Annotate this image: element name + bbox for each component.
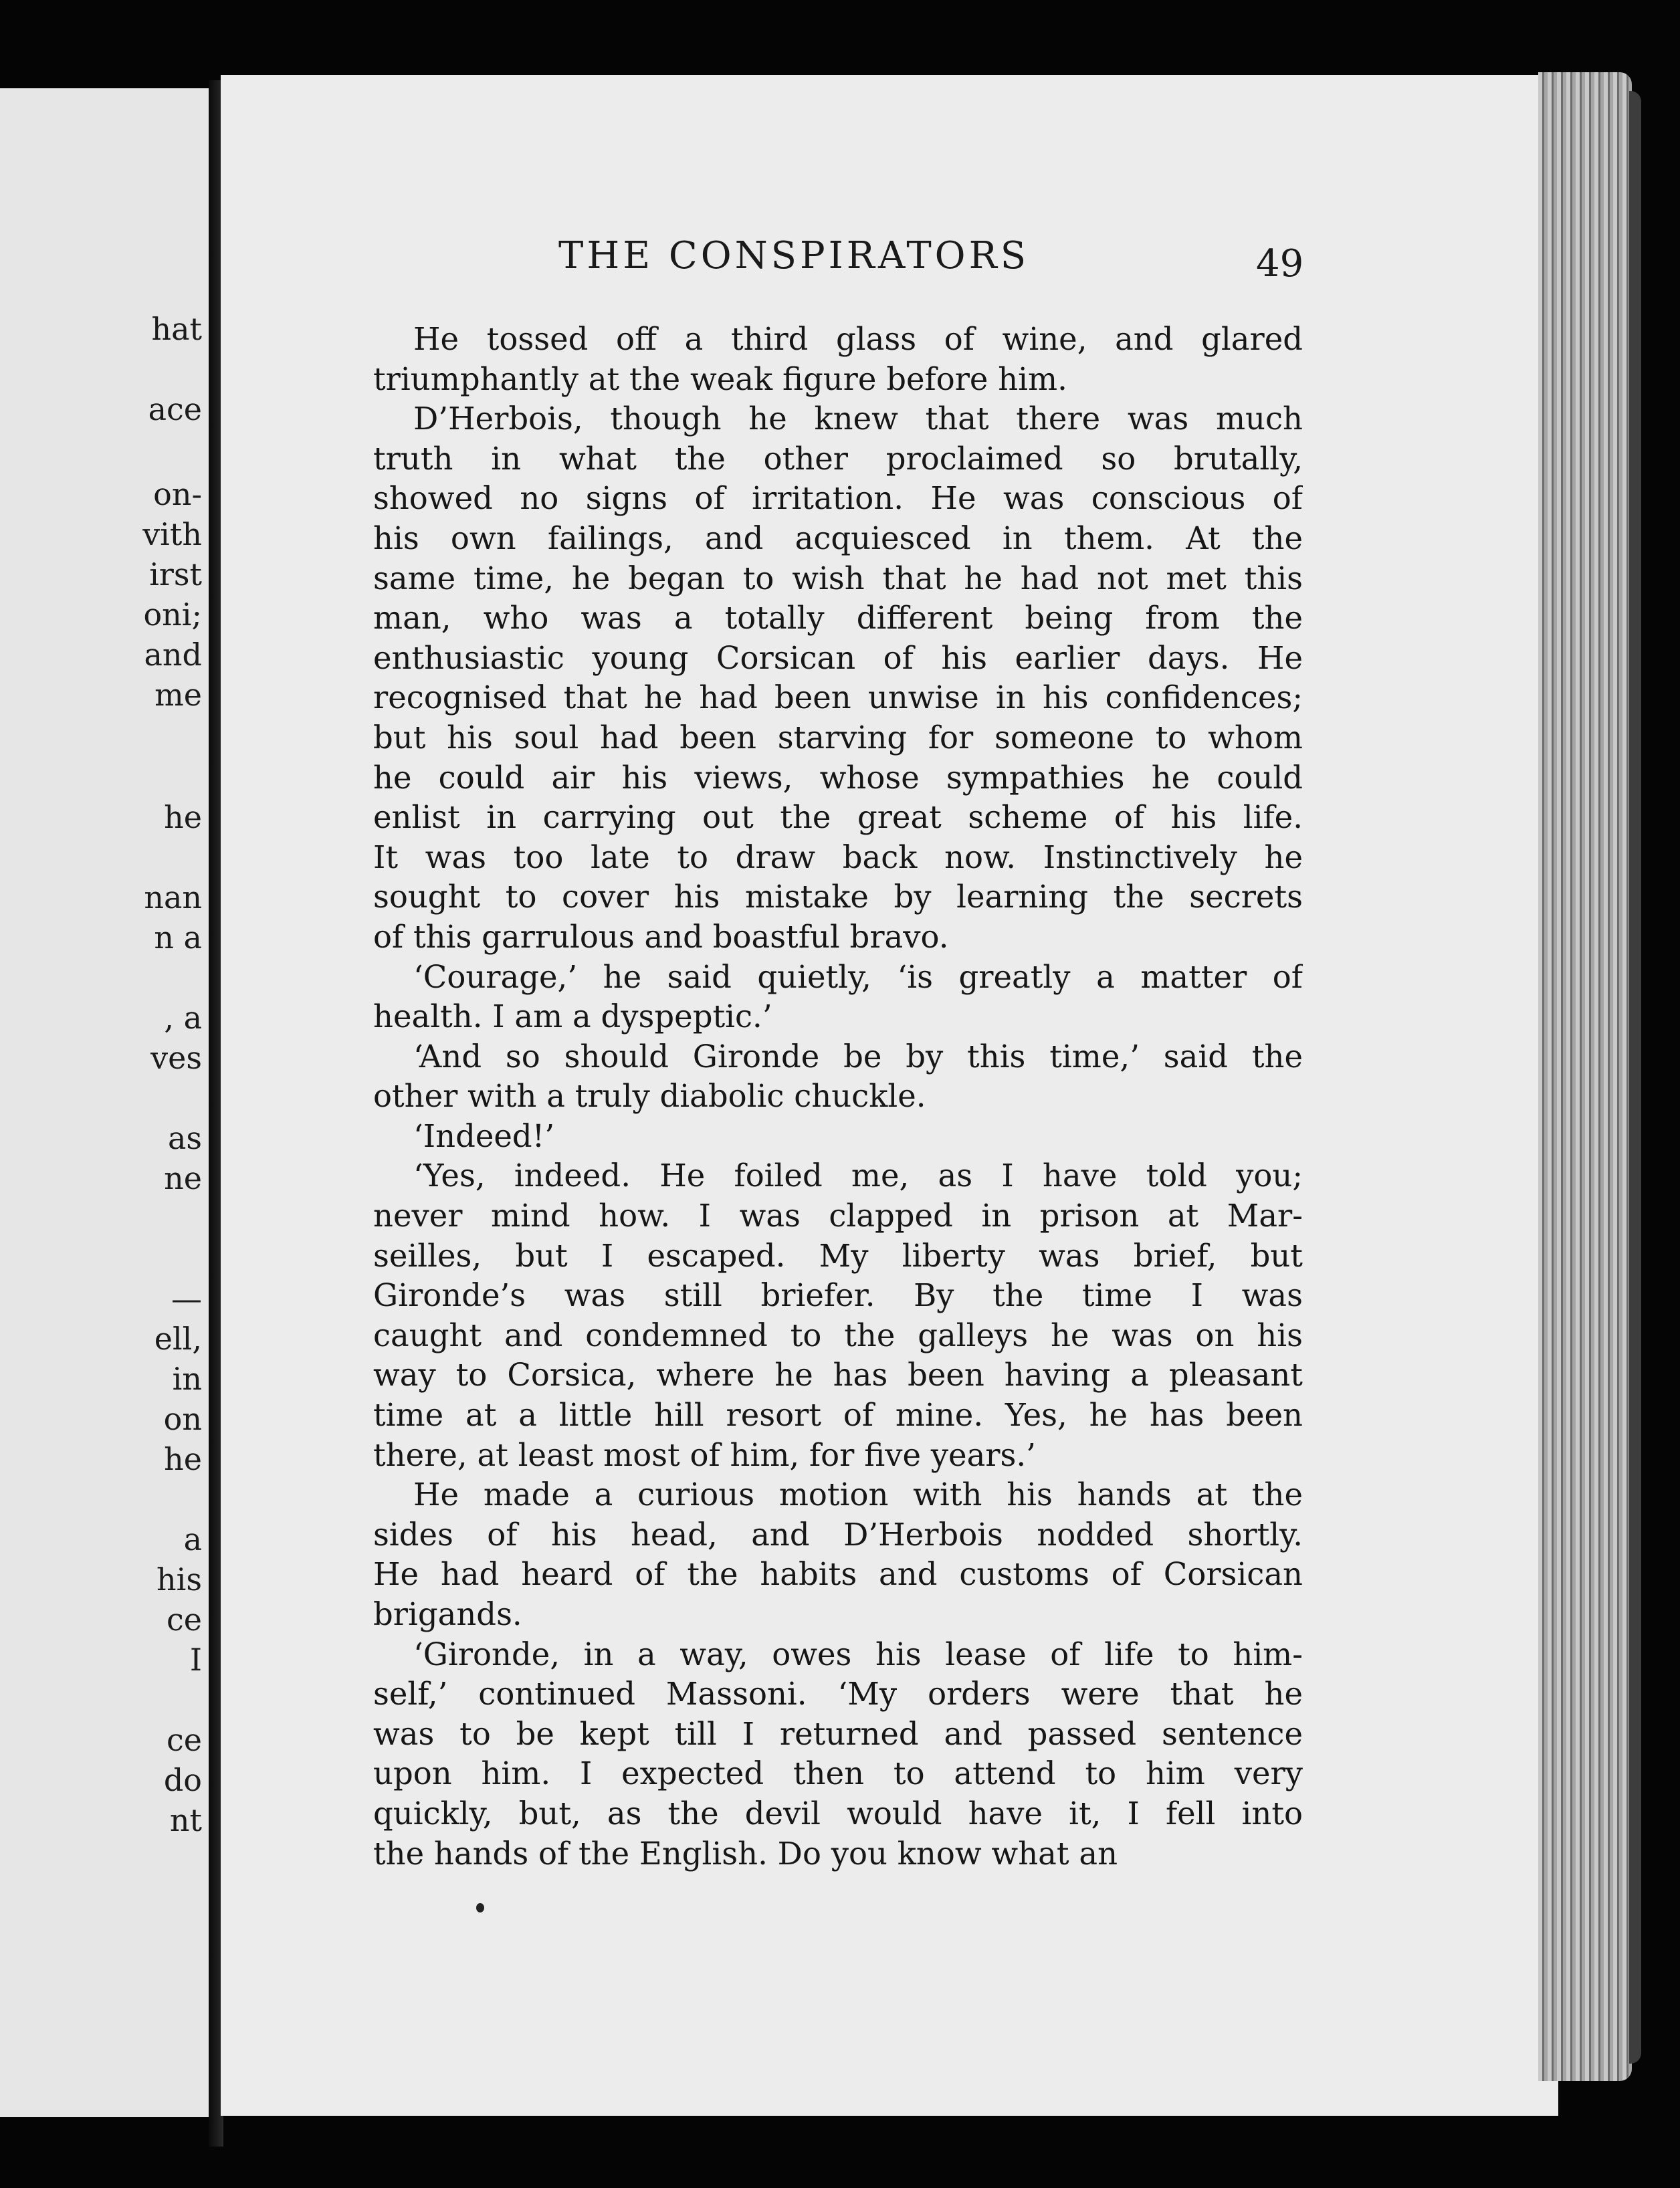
left-page-fragment: he: [164, 799, 202, 835]
text-line: was to be kept till I returned and passed sentence: [373, 1715, 1303, 1752]
text-line: ‘Gironde, in a way, owes his lease of life to him-: [413, 1636, 1303, 1672]
left-page-fragment: , a: [164, 1000, 202, 1036]
text-line: showed no signs of irritation. He was conscious of: [373, 480, 1303, 517]
text-line: enlist in carrying out the great scheme of his life.: [373, 799, 1303, 836]
ink-speck: [476, 1903, 484, 1912]
left-page-fragment: nt: [169, 1802, 202, 1838]
text-line: quickly, but, as the devil would have it, I fell into: [373, 1795, 1303, 1832]
left-page-fragment: in: [172, 1361, 202, 1397]
left-page-fragment: me: [154, 677, 202, 713]
text-line: It was too late to draw back now. Instinctively he: [373, 839, 1303, 875]
text-line: ‘Indeed!’: [413, 1117, 555, 1154]
text-line: never mind how. I was clapped in prison at Mar-: [373, 1198, 1303, 1234]
left-page-fragment: vith: [142, 516, 202, 552]
text-line: there, at least most of him, for five years.’: [373, 1436, 1036, 1473]
body-text: [373, 320, 1303, 1874]
text-line: recognised that he had been unwise in his confidences;: [373, 679, 1303, 716]
page-edges: [1538, 72, 1632, 2081]
left-page-fragment: ce: [167, 1722, 202, 1758]
left-page-fragment: a: [183, 1521, 202, 1557]
text-line: Gironde’s was still briefer. By the time I was: [373, 1277, 1303, 1314]
text-line: ‘Yes, indeed. He foiled me, as I have told you;: [413, 1158, 1303, 1194]
left-page-fragment: n a: [154, 919, 202, 956]
text-line: same time, he began to wish that he had not met this: [373, 560, 1303, 596]
text-line: of this garrulous and boastful bravo.: [373, 918, 949, 955]
text-line: seilles, but I escaped. My liberty was brief, but: [373, 1237, 1303, 1274]
left-page-fragment: on: [163, 1401, 202, 1437]
left-page-fragment: I: [189, 1642, 202, 1678]
text-line: he could air his views, whose sympathies he could: [373, 759, 1303, 796]
left-page-fragment: on-: [153, 476, 202, 512]
text-line: triumphantly at the weak figure before him.: [373, 360, 1067, 397]
left-page-fragment: ves: [150, 1040, 202, 1076]
text-line: upon him. I expected then to attend to him very: [373, 1755, 1303, 1792]
left-page-fragment: he: [164, 1441, 202, 1477]
text-line: health. I am a dyspeptic.’: [373, 998, 772, 1035]
left-page-fragment: do: [163, 1762, 202, 1798]
text-line: sides of his head, and D’Herbois nodded shortly.: [373, 1516, 1303, 1553]
text-line: caught and condemned to the galleys he was on his: [373, 1317, 1303, 1353]
running-head: THE CONSPIRATORS: [558, 234, 1030, 278]
text-line: He made a curious motion with his hands at the: [413, 1476, 1303, 1513]
text-line: He tossed off a third glass of wine, and glared: [413, 321, 1303, 357]
text-line: sought to cover his mistake by learning the secrets: [373, 879, 1303, 915]
left-page-fragment: and: [144, 637, 202, 673]
text-line: way to Corsica, where he has been having a pleasant: [373, 1357, 1303, 1394]
left-page-fragment: —: [171, 1281, 202, 1317]
text-line: brigands.: [373, 1596, 522, 1632]
text-line: D’Herbois, though he knew that there was much: [413, 401, 1303, 437]
left-page-fragment: hat: [151, 311, 202, 347]
page-number: 49: [1256, 242, 1304, 286]
text-line: other with a truly diabolic chuckle.: [373, 1078, 926, 1115]
left-facing-page: [0, 88, 209, 2117]
left-page-fragment: ce: [167, 1602, 202, 1638]
left-page-fragment: oni;: [143, 596, 202, 633]
text-line: but his soul had been starving for someone to whom: [373, 719, 1303, 756]
left-page-fragment: as: [167, 1120, 202, 1156]
left-page-fragment: nan: [144, 879, 202, 915]
left-page-fragment: his: [156, 1561, 202, 1598]
text-line: ‘And so should Gironde be by this time,’ said the: [413, 1038, 1303, 1075]
text-line: He had heard of the habits and customs of Corsican: [373, 1556, 1303, 1593]
left-page-fragment: ne: [164, 1160, 202, 1196]
text-line: self,’ continued Massoni. ‘My orders were that he: [373, 1676, 1303, 1713]
left-page-fragment: ell,: [154, 1321, 202, 1357]
text-line: time at a little hill resort of mine. Yes, he has been: [373, 1397, 1303, 1434]
text-line: man, who was a totally different being from the: [373, 600, 1303, 637]
left-page-fragment: irst: [149, 556, 202, 592]
left-page-fragment: ace: [148, 391, 202, 427]
text-line: ‘Courage,’ he said quietly, ‘is greatly a matter of: [413, 958, 1303, 995]
text-line: the hands of the English. Do you know what an: [373, 1835, 1118, 1872]
text-line: his own failings, and acquiesced in them. At the: [373, 520, 1303, 556]
text-line: enthusiastic young Corsican of his earlier days. He: [373, 639, 1303, 676]
text-line: truth in what the other proclaimed so brutally,: [373, 440, 1303, 477]
